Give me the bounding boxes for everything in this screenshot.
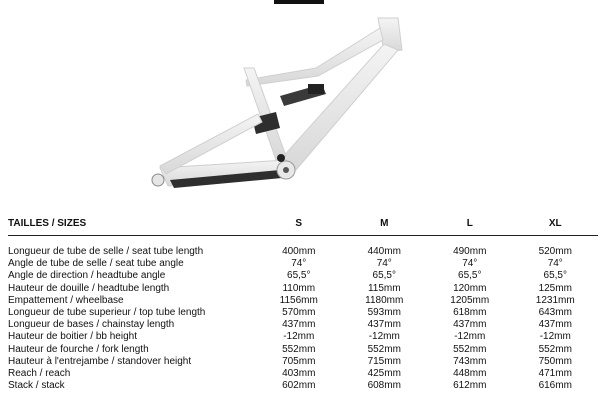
top-accent-bar (274, 0, 324, 4)
cell-xl: 471mm (538, 368, 572, 380)
row-label: Hauteur de boitier / bb height (8, 331, 137, 343)
cell-m: 425mm (367, 368, 401, 380)
table-row (8, 368, 598, 380)
cell-xl: 643mm (538, 307, 572, 319)
row-label: Reach / reach (8, 368, 71, 380)
table-row (8, 307, 598, 319)
cell-l: 743mm (453, 355, 487, 367)
row-label: Stack / stack (8, 380, 65, 392)
cell-s: -12mm (283, 331, 315, 343)
table-row (8, 295, 598, 307)
table-row (8, 246, 598, 258)
cell-s: 74° (291, 258, 307, 270)
table-row (8, 283, 598, 295)
table-row (8, 319, 598, 331)
cell-s: 437mm (282, 319, 316, 331)
cell-m: 1180mm (365, 294, 404, 306)
cell-s: 110mm (282, 282, 316, 294)
cell-s: 400mm (282, 246, 316, 257)
cell-l: 618mm (453, 307, 487, 319)
table-row (8, 356, 598, 368)
cell-m: 65,5° (372, 270, 396, 282)
cell-xl: 437mm (538, 319, 572, 331)
row-label: Hauteur de douille / headtube length (8, 282, 170, 294)
bike-frame-image (140, 10, 440, 200)
cell-xl: 1231mm (535, 294, 575, 306)
size-header-l: L (466, 217, 473, 229)
row-label: Longueur de tube superieur / top tube length (8, 307, 206, 319)
cell-m: 593mm (367, 307, 401, 319)
cell-s: 403mm (282, 368, 316, 380)
table-row (8, 344, 598, 356)
row-label: Angle de direction / headtube angle (8, 270, 166, 282)
geometry-table-container (8, 215, 598, 392)
sizes-header-label: TAILLES / SIZES (8, 217, 87, 229)
cell-m: 715mm (367, 355, 401, 367)
cell-m: 74° (376, 258, 392, 270)
row-label: Hauteur à l'entrejambe / standover height (8, 355, 192, 367)
cell-xl: 125mm (538, 282, 572, 294)
cell-xl: 520mm (538, 246, 572, 257)
table-row (8, 380, 598, 392)
cell-xl: 552mm (538, 343, 572, 355)
row-label: Angle de tube de selle / seat tube angle (8, 258, 184, 270)
cell-m: -12mm (368, 331, 400, 343)
cell-l: 65,5° (458, 270, 482, 282)
table-row (8, 258, 598, 270)
cell-l: 120mm (453, 282, 487, 294)
size-header-m: M (380, 217, 389, 229)
cell-xl: -12mm (539, 331, 571, 343)
size-header-xl: XL (548, 217, 562, 229)
cell-l: 612mm (453, 380, 487, 392)
cell-xl: 65,5° (543, 270, 567, 282)
row-label: Hauteur de fourche / fork length (8, 343, 149, 355)
cell-l: 437mm (453, 319, 487, 331)
cell-m: 552mm (367, 343, 401, 355)
cell-xl: 616mm (538, 380, 572, 392)
cell-s: 705mm (282, 355, 316, 367)
cell-m: 437mm (367, 319, 401, 331)
cell-l: 552mm (453, 343, 487, 355)
cell-m: 608mm (367, 380, 401, 392)
cell-m: 115mm (367, 282, 401, 294)
cell-l: 1205mm (450, 294, 490, 306)
row-label: Longueur de tube de selle / seat tube length (8, 246, 204, 257)
table-row (8, 331, 598, 343)
cell-s: 552mm (282, 343, 316, 355)
cell-xl: 750mm (538, 355, 572, 367)
cell-s: 570mm (282, 307, 316, 319)
cell-l: 74° (462, 258, 478, 270)
cell-xl: 74° (547, 258, 563, 270)
geometry-table (8, 215, 598, 392)
size-header-s: S (295, 217, 303, 229)
table-header-row (8, 215, 598, 236)
row-label: Empattement / wheelbase (8, 294, 124, 306)
cell-s: 602mm (282, 380, 316, 392)
cell-l: 490mm (453, 246, 487, 257)
cell-s: 1156mm (279, 294, 318, 306)
row-label: Longueur de bases / chainstay length (8, 319, 175, 331)
cell-m: 440mm (367, 246, 401, 257)
cell-l: -12mm (454, 331, 486, 343)
cell-l: 448mm (453, 368, 487, 380)
cell-s: 65,5° (287, 270, 311, 282)
table-row (8, 270, 598, 282)
